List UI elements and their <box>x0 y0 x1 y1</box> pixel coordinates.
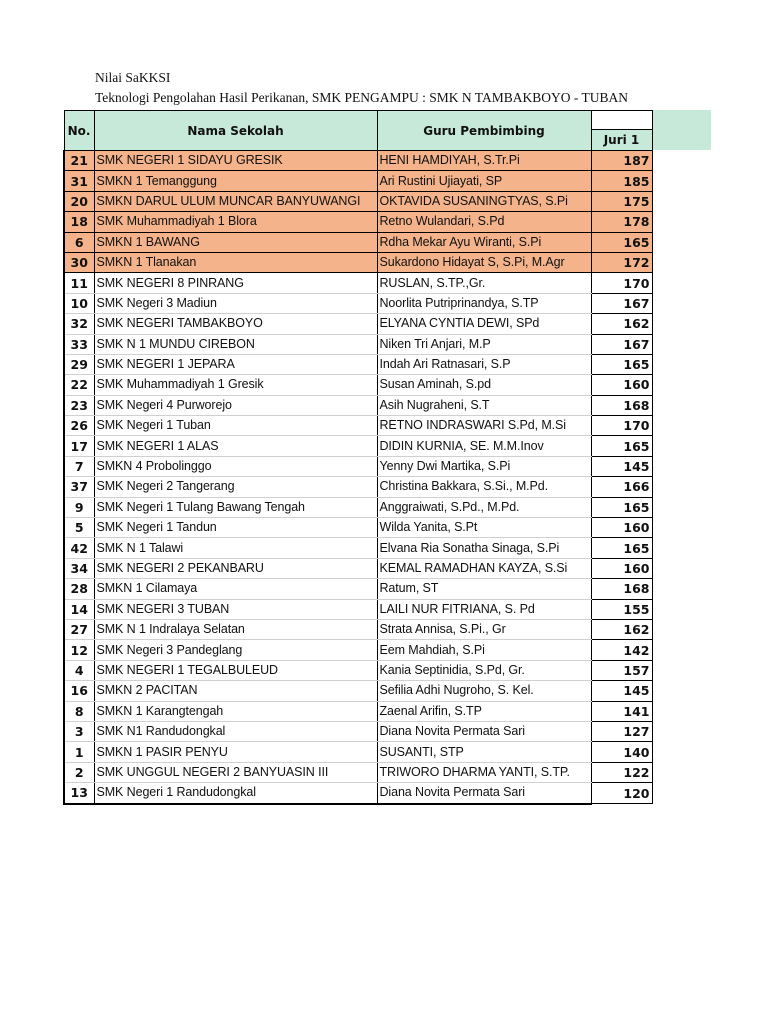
row-juri-score: 160 <box>591 518 652 538</box>
header-school: Nama Sekolah <box>94 111 377 151</box>
row-guru-name: LAILI NUR FITRIANA, S. Pd <box>377 599 591 619</box>
row-school-name: SMK N1 Randudongkal <box>94 721 377 741</box>
row-juri-score: 162 <box>591 314 652 334</box>
table-row <box>64 783 652 804</box>
table-row <box>64 579 652 599</box>
table-row <box>64 354 652 374</box>
row-school-name: SMKN 1 PASIR PENYU <box>94 742 377 762</box>
row-juri-score: 155 <box>591 599 652 619</box>
row-juri-score: 140 <box>591 742 652 762</box>
row-juri-score: 167 <box>591 293 652 313</box>
row-school-name: SMKN 1 Cilamaya <box>94 579 377 599</box>
row-juri-score: 165 <box>591 232 652 252</box>
row-guru-name: ELYANA CYNTIA DEWI, SPd <box>377 314 591 334</box>
row-guru-name: Diana Novita Permata Sari <box>377 783 591 804</box>
table-row <box>64 293 652 313</box>
row-number: 6 <box>64 232 94 252</box>
table-row <box>64 395 652 415</box>
row-school-name: SMK NEGERI 1 TEGALBULEUD <box>94 660 377 680</box>
table-row <box>64 558 652 578</box>
row-number: 17 <box>64 436 94 456</box>
table-row <box>64 232 652 252</box>
row-guru-name: HENI HAMDIYAH, S.Tr.Pi <box>377 151 591 171</box>
table-row <box>64 334 652 354</box>
row-school-name: SMK NEGERI 1 SIDAYU GRESIK <box>94 151 377 171</box>
row-school-name: SMKN 4 Probolinggo <box>94 456 377 476</box>
row-guru-name: Wilda Yanita, S.Pt <box>377 518 591 538</box>
table-row <box>64 314 652 334</box>
row-guru-name: Anggraiwati, S.Pd., M.Pd. <box>377 497 591 517</box>
table-row <box>64 701 652 721</box>
row-number: 28 <box>64 579 94 599</box>
row-guru-name: Sukardono Hidayat S, S.Pi, M.Agr <box>377 252 591 272</box>
row-school-name: SMK NEGERI 8 PINRANG <box>94 273 377 293</box>
header-juri-top-cell <box>592 111 652 130</box>
row-juri-score: 142 <box>591 640 652 660</box>
table-row <box>64 151 652 171</box>
row-juri-score: 162 <box>591 619 652 639</box>
table-row <box>64 721 652 741</box>
header-fill-extension <box>650 110 711 150</box>
row-juri-score: 167 <box>591 334 652 354</box>
sheet-subtitle: Teknologi Pengolahan Hasil Perikanan, SMK PENGAMPU : SMK N TAMBAKBOYO - TUBAN <box>95 90 628 105</box>
row-juri-score: 120 <box>591 783 652 804</box>
row-number: 30 <box>64 252 94 272</box>
row-guru-name: Elvana Ria Sonatha Sinaga, S.Pi <box>377 538 591 558</box>
row-number: 5 <box>64 518 94 538</box>
row-school-name: SMKN DARUL ULUM MUNCAR BANYUWANGI <box>94 191 377 211</box>
row-number: 32 <box>64 314 94 334</box>
row-school-name: SMKN 1 Tlanakan <box>94 252 377 272</box>
row-school-name: SMK Muhammadiyah 1 Blora <box>94 212 377 232</box>
row-juri-score: 145 <box>591 456 652 476</box>
table-row <box>64 660 652 680</box>
row-guru-name: OKTAVIDA SUSANINGTYAS, S.Pi <box>377 191 591 211</box>
table-row <box>64 273 652 293</box>
row-school-name: SMK Negeri 4 Purworejo <box>94 395 377 415</box>
row-school-name: SMK NEGERI 1 JEPARA <box>94 354 377 374</box>
row-number: 37 <box>64 477 94 497</box>
row-guru-name: Eem Mahdiah, S.Pi <box>377 640 591 660</box>
row-juri-score: 170 <box>591 273 652 293</box>
row-number: 8 <box>64 701 94 721</box>
row-guru-name: Niken Tri Anjari, M.P <box>377 334 591 354</box>
row-number: 4 <box>64 660 94 680</box>
table-row <box>64 762 652 782</box>
row-number: 2 <box>64 762 94 782</box>
table-row <box>64 681 652 701</box>
row-number: 18 <box>64 212 94 232</box>
row-juri-score: 145 <box>591 681 652 701</box>
table-row <box>64 456 652 476</box>
row-school-name: SMK Muhammadiyah 1 Gresik <box>94 375 377 395</box>
table-row <box>64 171 652 191</box>
row-guru-name: Rdha Mekar Ayu Wiranti, S.Pi <box>377 232 591 252</box>
row-number: 16 <box>64 681 94 701</box>
sheet-title: Nilai SaKKSI <box>95 70 171 85</box>
row-guru-name: Noorlita Putriprinandya, S.TP <box>377 293 591 313</box>
row-number: 14 <box>64 599 94 619</box>
table-row <box>64 212 652 232</box>
row-guru-name: Ratum, ST <box>377 579 591 599</box>
row-juri-score: 168 <box>591 395 652 415</box>
row-juri-score: 185 <box>591 171 652 191</box>
row-guru-name: DIDIN KURNIA, SE. M.M.Inov <box>377 436 591 456</box>
row-school-name: SMK Negeri 1 Tuban <box>94 416 377 436</box>
header-guru: Guru Pembimbing <box>377 111 591 151</box>
row-guru-name: TRIWORO DHARMA YANTI, S.TP. <box>377 762 591 782</box>
table-row <box>64 640 652 660</box>
table-row <box>64 252 652 272</box>
row-juri-score: 170 <box>591 416 652 436</box>
row-guru-name: Zaenal Arifin, S.TP <box>377 701 591 721</box>
row-guru-name: Sefilia Adhi Nugroho, S. Kel. <box>377 681 591 701</box>
row-juri-score: 165 <box>591 354 652 374</box>
row-number: 33 <box>64 334 94 354</box>
row-guru-name: Asih Nugraheni, S.T <box>377 395 591 415</box>
row-school-name: SMK NEGERI TAMBAKBOYO <box>94 314 377 334</box>
row-guru-name: RUSLAN, S.TP.,Gr. <box>377 273 591 293</box>
row-guru-name: RETNO INDRASWARI S.Pd, M.Si <box>377 416 591 436</box>
header-no: No. <box>64 111 94 151</box>
row-guru-name: Retno Wulandari, S.Pd <box>377 212 591 232</box>
row-guru-name: Strata Annisa, S.Pi., Gr <box>377 619 591 639</box>
row-school-name: SMKN 1 Karangtengah <box>94 701 377 721</box>
row-school-name: SMKN 1 BAWANG <box>94 232 377 252</box>
row-guru-name: Diana Novita Permata Sari <box>377 721 591 741</box>
row-number: 13 <box>64 783 94 804</box>
table-body <box>64 151 652 804</box>
row-school-name: SMK NEGERI 1 ALAS <box>94 436 377 456</box>
row-juri-score: 165 <box>591 436 652 456</box>
row-number: 9 <box>64 497 94 517</box>
row-juri-score: 172 <box>591 252 652 272</box>
row-school-name: SMK N 1 MUNDU CIREBON <box>94 334 377 354</box>
row-school-name: SMKN 2 PACITAN <box>94 681 377 701</box>
row-juri-score: 160 <box>591 375 652 395</box>
row-juri-score: 168 <box>591 579 652 599</box>
row-juri-score: 178 <box>591 212 652 232</box>
row-school-name: SMK Negeri 2 Tangerang <box>94 477 377 497</box>
table-row <box>64 416 652 436</box>
row-school-name: SMK Negeri 3 Pandeglang <box>94 640 377 660</box>
row-number: 34 <box>64 558 94 578</box>
table-row <box>64 191 652 211</box>
row-number: 31 <box>64 171 94 191</box>
row-juri-score: 122 <box>591 762 652 782</box>
table-row <box>64 599 652 619</box>
row-number: 1 <box>64 742 94 762</box>
row-guru-name: Ari Rustini Ujiayati, SP <box>377 171 591 191</box>
row-juri-score: 141 <box>591 701 652 721</box>
row-guru-name: Susan Aminah, S.pd <box>377 375 591 395</box>
row-number: 22 <box>64 375 94 395</box>
row-school-name: SMK UNGGUL NEGERI 2 BANYUASIN III <box>94 762 377 782</box>
row-school-name: SMK NEGERI 2 PEKANBARU <box>94 558 377 578</box>
row-juri-score: 165 <box>591 497 652 517</box>
row-number: 12 <box>64 640 94 660</box>
row-guru-name: KEMAL RAMADHAN KAYZA, S.Si <box>377 558 591 578</box>
row-number: 10 <box>64 293 94 313</box>
header-juri-label: Juri 1 <box>603 133 640 147</box>
row-number: 7 <box>64 456 94 476</box>
row-juri-score: 166 <box>591 477 652 497</box>
row-school-name: SMK NEGERI 3 TUBAN <box>94 599 377 619</box>
row-school-name: SMK Negeri 1 Tandun <box>94 518 377 538</box>
row-school-name: SMK Negeri 1 Tulang Bawang Tengah <box>94 497 377 517</box>
row-guru-name: Indah Ari Ratnasari, S.P <box>377 354 591 374</box>
row-school-name: SMK N 1 Indralaya Selatan <box>94 619 377 639</box>
row-juri-score: 160 <box>591 558 652 578</box>
row-number: 23 <box>64 395 94 415</box>
row-number: 20 <box>64 191 94 211</box>
table-row <box>64 518 652 538</box>
row-number: 29 <box>64 354 94 374</box>
row-school-name: SMK N 1 Talawi <box>94 538 377 558</box>
header-juri <box>591 111 652 151</box>
row-guru-name: Kania Septinidia, S.Pd, Gr. <box>377 660 591 680</box>
table-row <box>64 538 652 558</box>
row-juri-score: 157 <box>591 660 652 680</box>
table-row <box>64 436 652 456</box>
row-number: 21 <box>64 151 94 171</box>
table-header-row <box>64 111 652 151</box>
table-row <box>64 619 652 639</box>
row-number: 11 <box>64 273 94 293</box>
row-juri-score: 187 <box>591 151 652 171</box>
row-juri-score: 165 <box>591 538 652 558</box>
scores-table <box>63 110 653 805</box>
table-row <box>64 742 652 762</box>
row-number: 3 <box>64 721 94 741</box>
row-guru-name: Yenny Dwi Martika, S.Pi <box>377 456 591 476</box>
row-number: 42 <box>64 538 94 558</box>
row-number: 27 <box>64 619 94 639</box>
row-juri-score: 175 <box>591 191 652 211</box>
row-school-name: SMK Negeri 3 Madiun <box>94 293 377 313</box>
row-school-name: SMKN 1 Temanggung <box>94 171 377 191</box>
table-row <box>64 497 652 517</box>
row-guru-name: Christina Bakkara, S.Si., M.Pd. <box>377 477 591 497</box>
row-school-name: SMK Negeri 1 Randudongkal <box>94 783 377 804</box>
table-row <box>64 477 652 497</box>
row-juri-score: 127 <box>591 721 652 741</box>
table-row <box>64 375 652 395</box>
row-number: 26 <box>64 416 94 436</box>
row-guru-name: SUSANTI, STP <box>377 742 591 762</box>
